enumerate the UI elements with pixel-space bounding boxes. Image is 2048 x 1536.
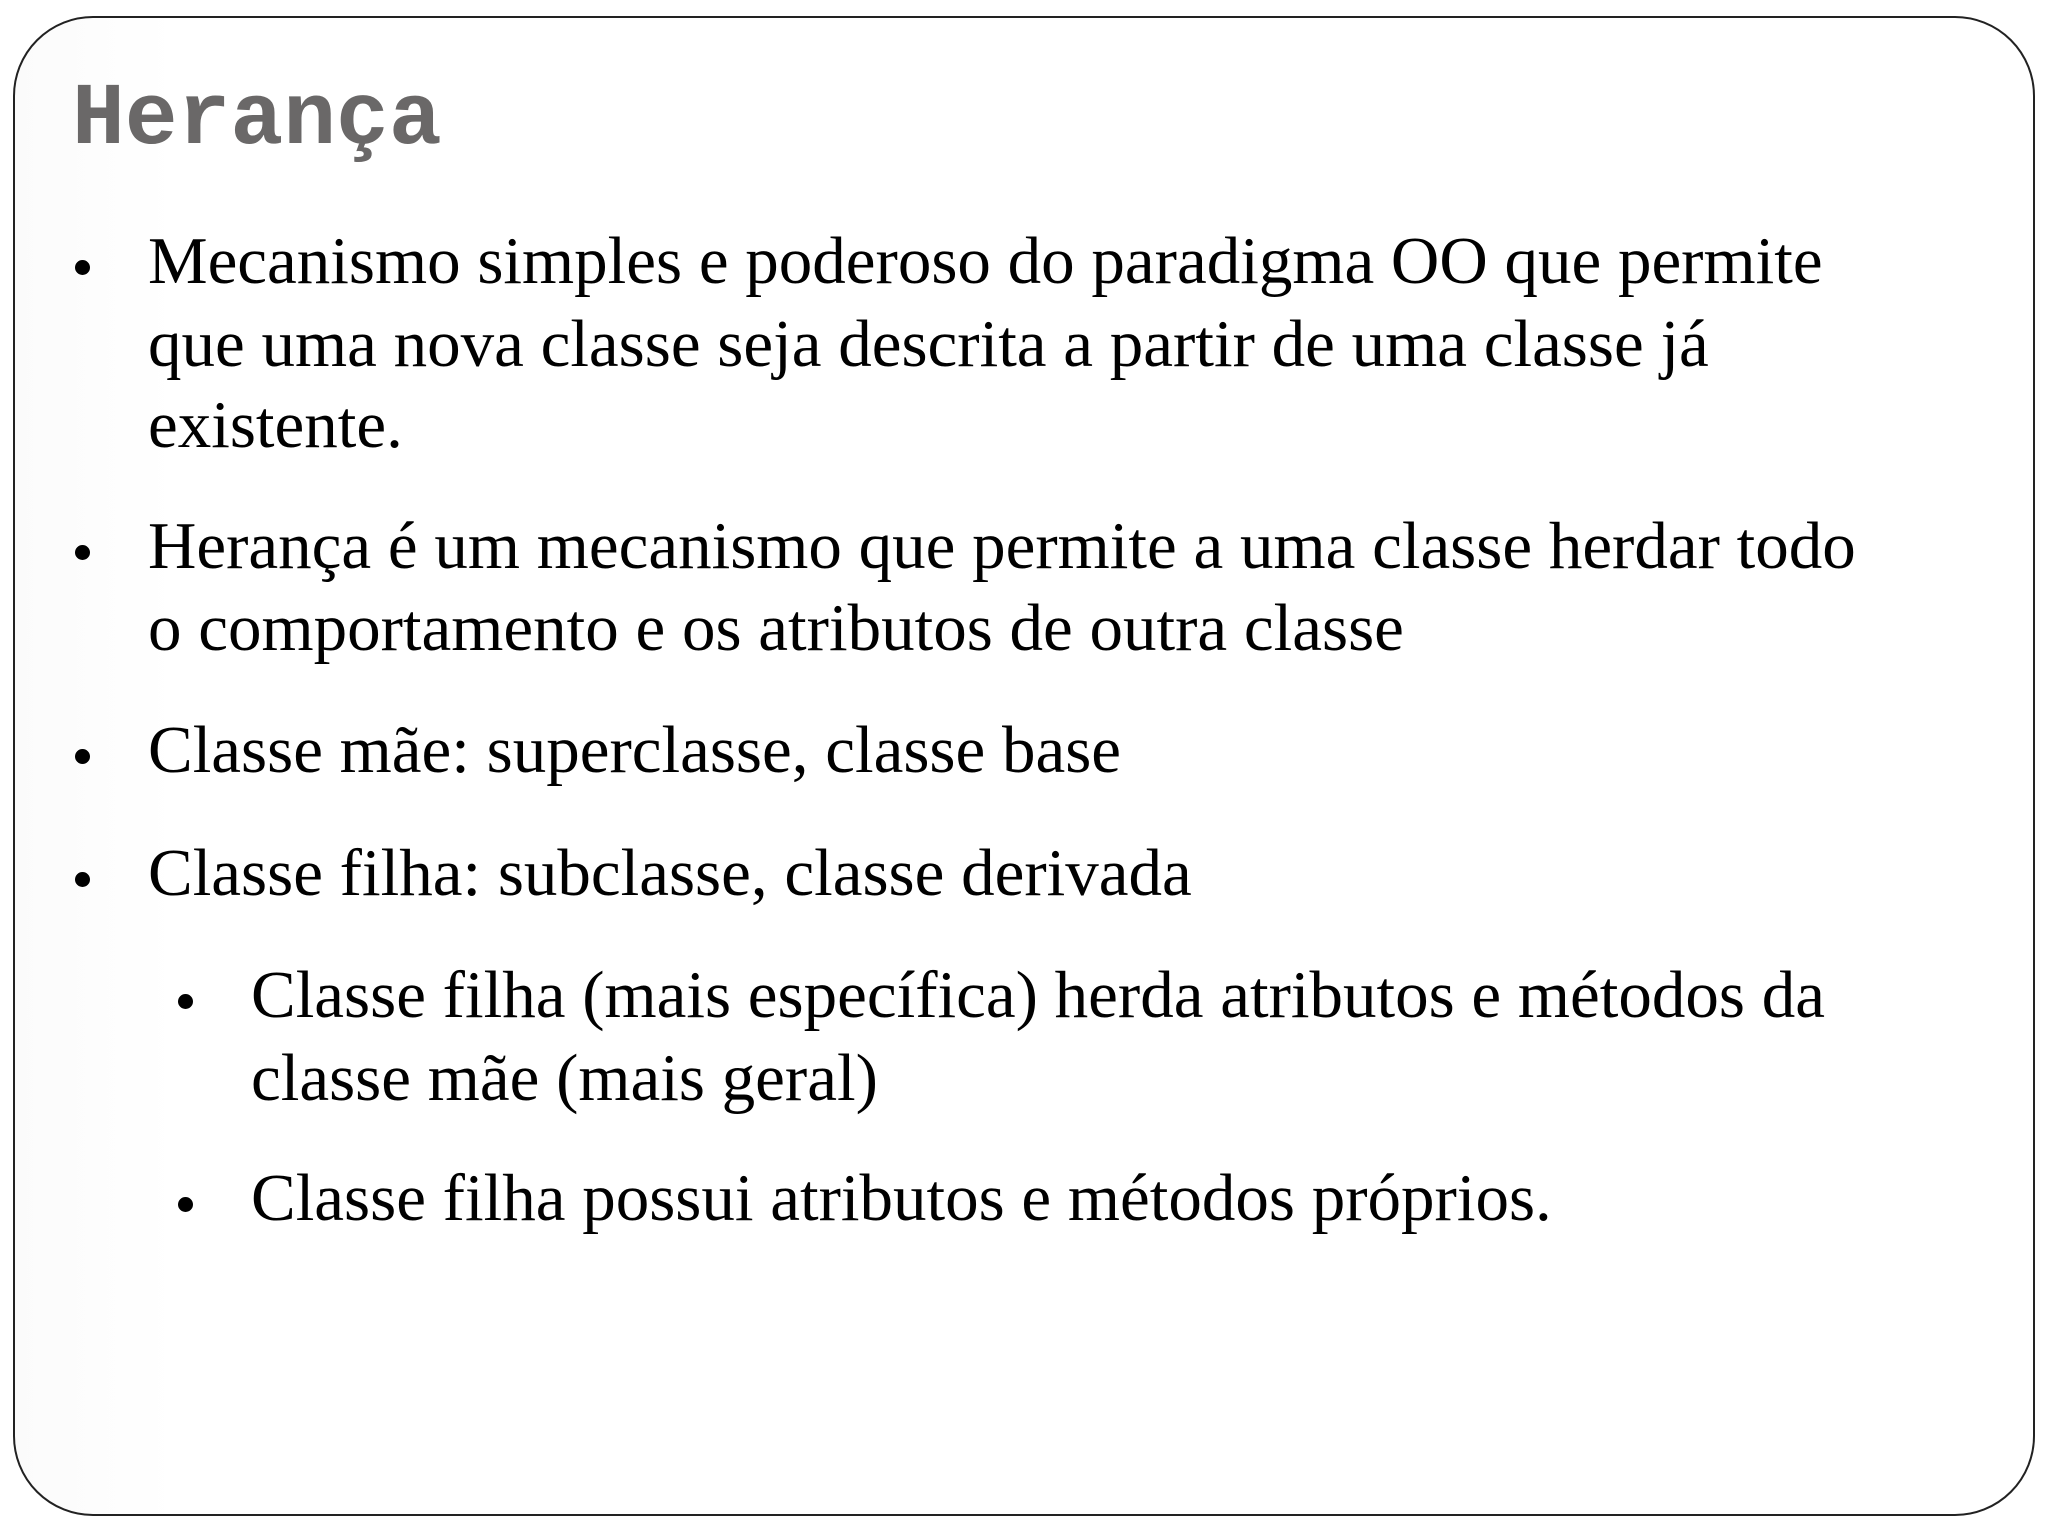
bullet-icon [75, 545, 90, 560]
sub-bullet-icon [178, 994, 193, 1009]
bullet-icon [75, 749, 90, 764]
bullet-text: existente. [148, 388, 403, 462]
bullet-icon [75, 872, 90, 887]
bullet-text: Classe mãe: superclasse, classe base [148, 713, 1122, 787]
bullet-text: o comportamento e os atributos de outra classe [148, 591, 1404, 665]
bullet-text: Herança é um mecanismo que permite a uma classe herdar todo [148, 509, 1856, 583]
bullet-text: Classe filha: subclasse, classe derivada [148, 836, 1192, 910]
sub-bullet-text: Classe filha possui atributos e métodos próprios. [251, 1161, 1552, 1235]
bullet-text: que uma nova classe seja descrita a partir de uma classe já [148, 307, 1709, 381]
bullet-icon [75, 260, 90, 275]
slide-title: Herança [72, 71, 442, 170]
sub-bullet-text: classe mãe (mais geral) [251, 1041, 878, 1115]
sub-bullet-icon [178, 1197, 193, 1212]
sub-bullet-text: Classe filha (mais específica) herda atributos e métodos da [251, 958, 1825, 1032]
bullet-text: Mecanismo simples e poderoso do paradigma OO que permite [148, 224, 1823, 298]
